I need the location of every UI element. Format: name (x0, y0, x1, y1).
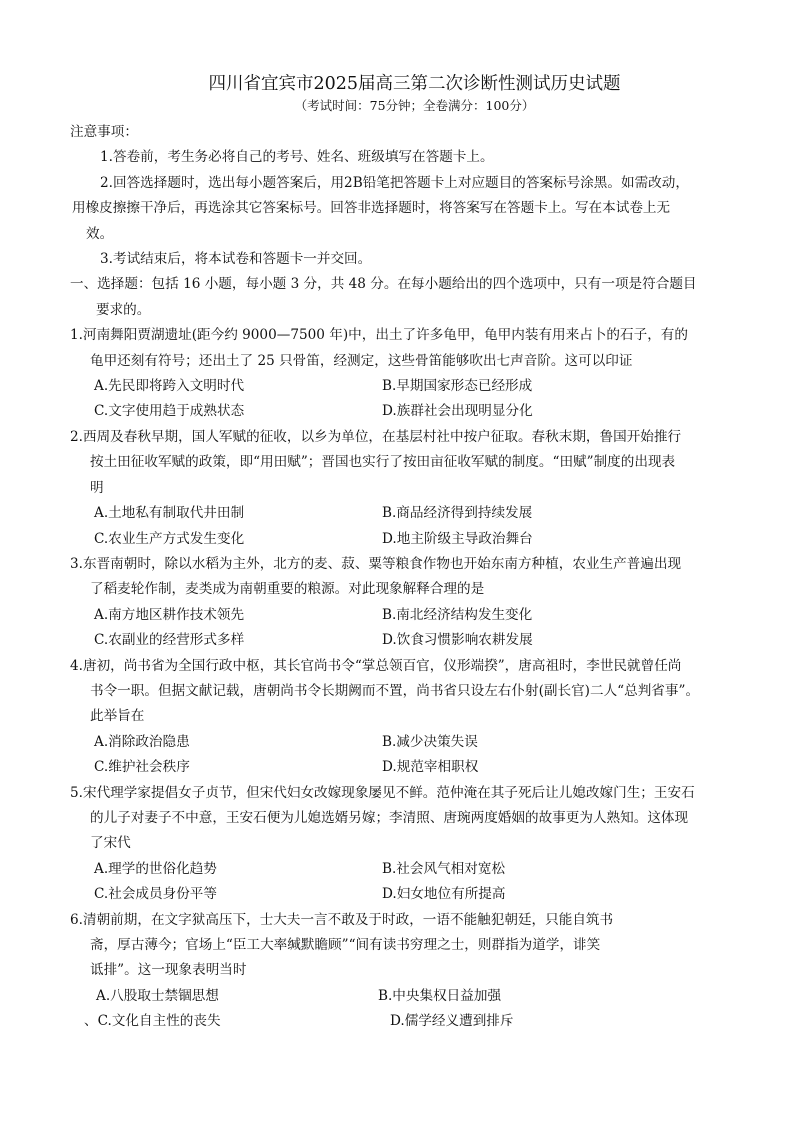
question-stem: 斋，厚古薄今；官场上“臣工大率缄默瞻顾”“间有读书穷理之士，则群指为道学，诽笑 (90, 937, 601, 953)
option-list (72, 730, 733, 781)
question-stem: 4.唐初，尚书省为全国行政中枢，其长官尚书令“掌总领百官，仪形端揆”，唐高祖时，李世民就曾任尚 (70, 657, 682, 674)
question-stem: 书令一职。但据文献记载，唐朝尚书令长期阙而不置，尚书省只设左右仆射(副长官)二人“总判省事”。 (90, 682, 700, 699)
option-a[interactable]: A.先民即将跨入文明时代 (94, 378, 245, 395)
option-list (72, 984, 733, 1035)
question-stem: 按土田征收军赋的政策，即“用田赋”；晋国也实行了按田亩征收军赋的制度。“田赋”制度的出现表 (90, 454, 676, 471)
option-b[interactable]: B.南北经济结构发生变化 (382, 606, 533, 623)
section-heading-cont: 要求的。 (96, 301, 151, 318)
option-c[interactable]: C.农业生产方式发生变化 (94, 530, 245, 547)
question-stem: 6.清朝前期，在文字狱高压下，士大夫一言不敢及于时政，一语不能触犯朝廷，只能自筑书 (70, 911, 614, 928)
option-b[interactable]: B.中央集权日益加强 (378, 987, 502, 1004)
question-1 (72, 323, 733, 425)
question-stem: 明 (90, 479, 104, 496)
option-d[interactable]: D.地主阶级主导政治舞台 (382, 530, 533, 547)
question-stem: 的儿子对妻子不中意，王安石便为儿媳选婿另嫁；李清照、唐琬两度婚姻的故事更为人熟知。这体现 (90, 809, 689, 826)
page-title: 四川省宜宾市2025届高三第二次诊断性测试历史试题 (208, 74, 621, 94)
page-subtitle: （考试时间：75分钟；全卷满分：100分） (294, 98, 535, 113)
option-c[interactable]: 、C.文化自主性的丧失 (84, 1013, 221, 1030)
notice-item: 2.回答选择题时，选出每小题答案后，用2B铅笔把答题卡上对应题目的答案标号涂黑。如需改动， (100, 174, 689, 191)
section-heading: 一、选择题：包括 16 小题，每小题 3 分，共 48 分。在每小题给出的四个选项中，只有一项是符合题目 (70, 276, 697, 293)
option-list (72, 501, 733, 552)
option-list (72, 857, 733, 908)
question-4 (72, 654, 733, 781)
question-stem: 了宋代 (90, 835, 131, 852)
option-a[interactable]: A.消除政治隐患 (94, 733, 190, 750)
option-d[interactable]: D.规范宰相职权 (382, 759, 479, 776)
option-b[interactable]: B.减少决策失误 (382, 733, 478, 750)
question-stem: 龟甲还刻有符号；还出土了 25 只骨笛，经测定，这些骨笛能够吹出七声音阶。这可以印证 (90, 352, 633, 369)
question-3 (72, 552, 733, 654)
question-5 (72, 781, 733, 908)
option-a[interactable]: A.南方地区耕作技术领先 (94, 606, 245, 623)
question-6 (72, 908, 733, 1035)
question-stem: 诋排”。这一现象表明当时 (90, 962, 247, 979)
notice-item: 3.考试结束后，将本试卷和答题卡一并交回。 (100, 251, 372, 268)
question-stem: 1.河南舞阳贾湖遗址(距今约 9000—7500 年)中，出土了许多龟甲，龟甲内装有用来占卜的石子，有的 (70, 327, 688, 344)
question-2 (72, 425, 733, 552)
option-d[interactable]: D.儒学经义遭到排斥 (390, 1013, 514, 1030)
option-b[interactable]: B.社会风气相对宽松 (382, 860, 506, 877)
option-list (72, 374, 733, 425)
question-stem: 此举旨在 (90, 708, 145, 725)
option-c[interactable]: C.社会成员身份平等 (94, 886, 217, 903)
option-c[interactable]: C.维护社会秩序 (94, 759, 190, 776)
notice-item: 效。 (86, 225, 114, 242)
option-c[interactable]: C.文字使用趋于成熟状态 (94, 403, 245, 420)
option-c[interactable]: C.农副业的经营形式多样 (94, 632, 245, 649)
notice-item: 用橡皮擦擦干净后，再选涂其它答案标号。回答非选择题时，将答案写在答题卡上。写在本试卷上无 (72, 200, 671, 217)
option-a[interactable]: A.理学的世俗化趋势 (94, 860, 217, 877)
option-a[interactable]: A.土地私有制取代井田制 (94, 505, 245, 522)
option-b[interactable]: B.商品经济得到持续发展 (382, 505, 533, 522)
option-d[interactable]: D.饮食习惯影响农耕发展 (382, 632, 533, 649)
option-d[interactable]: D.族群社会出现明显分化 (382, 403, 533, 420)
notice-item: 1.答卷前，考生务必将自己的考号、姓名、班级填写在答题卡上。 (100, 149, 494, 166)
question-stem: 5.宋代理学家提倡女子贞节，但宋代妇女改嫁现象屡见不鲜。范仲淹在其子死后让儿媳改嫁门生；王安石 (70, 784, 695, 801)
question-stem: 2.西周及春秋早期，国人军赋的征收，以乡为单位，在基层村社中按户征取。春秋末期，鲁国开始推行 (70, 428, 682, 445)
option-d[interactable]: D.妇女地位有所提高 (382, 886, 506, 903)
option-a[interactable]: A.八股取士禁锢思想 (96, 987, 219, 1004)
question-stem: 3.东晋南朝时，除以水稻为主外，北方的麦、菽、粟等粮食作物也开始东南方种植，农业生产普遍出现 (70, 555, 682, 572)
question-stem: 了稻麦轮作制，麦类成为南朝重要的粮源。对此现象解释合理的是 (90, 581, 485, 598)
option-list (72, 603, 733, 654)
notice-heading: 注意事项： (70, 124, 138, 140)
option-b[interactable]: B.早期国家形态已经形成 (382, 378, 533, 395)
